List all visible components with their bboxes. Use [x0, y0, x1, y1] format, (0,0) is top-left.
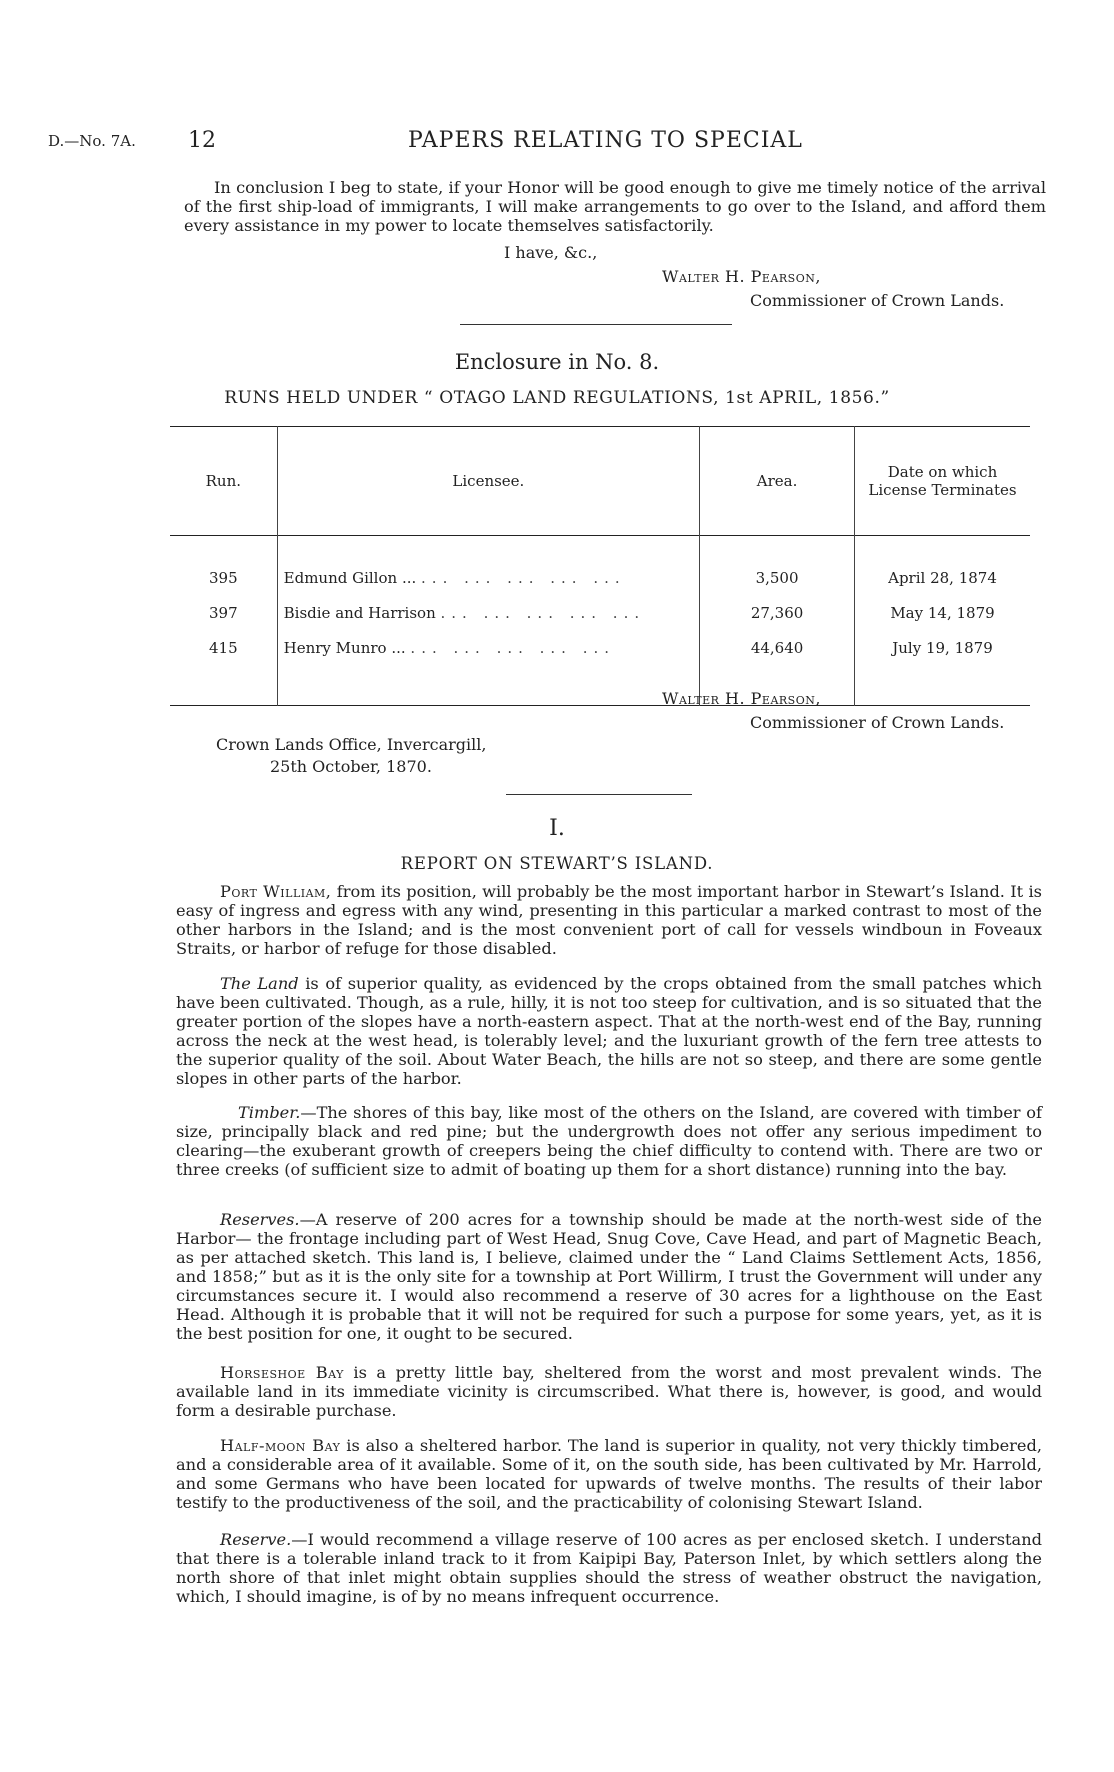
cell-date: July 19, 1879 — [855, 630, 1030, 665]
paragraph-text: from its position, will probably be the most important harbor in Stewart’s Island. It is easy of ingress and egress with any wind, presenting in this particular a marked contrast to most of the other harbors in the Island; and is the most convenient port of call for vessels windboun in Foveaux Straits, or harbor of refuge for those disabled. — [176, 882, 1042, 958]
paragraph-text: —I would recommend a village reserve of 100 acres as per enclosed sketch. I understand that there is a tolerable inland track to it from Kaipipi Bay, Paterson Inlet, by which settlers along the north shore of that inlet might obtain supplies should the stress of weather obstruct the navigation, which, I should imagine, is of by no means infrequent occurrence. — [176, 1530, 1042, 1606]
page-header — [48, 128, 1048, 158]
paragraph-lead: Horseshoe Bay — [220, 1363, 344, 1382]
header-run: Run. — [205, 472, 242, 490]
report-paragraph — [176, 1103, 1042, 1179]
enclosure-signatory: Walter H. Pearson, — [662, 689, 821, 708]
table-spacer-row — [170, 536, 1030, 561]
enclosure-title: Enclosure in No. 8. — [454, 350, 660, 374]
enclosure-signatory-title: Commissioner of Crown Lands. — [750, 713, 1005, 732]
cell-run: 395 — [209, 568, 238, 587]
paragraph-text: is also a sheltered harbor. The land is superior in quality, not very thickly timbered, and a considerable area of it available. Some of it, on the south side, has been cultivated by Mr. Harrold, and some Germans who have been located for upwards of twelve months. The results of their labor testify to the productiveness of the soil, and the practicability of colonising Stewart Island. — [176, 1436, 1042, 1512]
report-paragraph — [176, 1210, 1042, 1343]
section-divider — [506, 794, 692, 795]
cell-area: 44,640 — [700, 630, 855, 665]
cell-area: 3,500 — [700, 560, 855, 595]
report-paragraph — [176, 1363, 1042, 1420]
running-title: PAPERS RELATING TO SPECIAL — [408, 128, 803, 153]
report-paragraph — [176, 1530, 1042, 1606]
runs-table — [170, 426, 1030, 706]
paragraph-lead: Half-moon Bay — [220, 1436, 341, 1455]
leader-dots: ... ... ... ... ... — [440, 603, 646, 622]
cell-licensee — [277, 630, 699, 665]
paragraph-text: —The shores of this bay, like most of the others on the Island, are covered with timber of size, principally black and red pine; but the undergrowth does not offer any serious impediment to clearing—the exuberant growth of creepers being the chief difficulty to contend with. There are two or three creeks (of sufficient size to admit of boating up them for a short distance) running into the bay. — [176, 1103, 1042, 1179]
cell-licensee — [277, 560, 699, 595]
table-row — [170, 560, 1030, 595]
letter-signatory: Walter H. Pearson, — [662, 267, 821, 286]
paragraph-text: —A reserve of 200 acres for a township should be made at the north-west side of the Harbor— the frontage including part of West Head, Snug Cove, Cave Head, and part of Magnetic Beach, as per attached sketch. This land is, I believe, claimed under the “ Land Claims Settlement Acts, 1856, and 1858;” but as it is the only site for a township at Port Willirm, I trust the Government will under any circumstances secure it. I would also recommend a reserve of 30 acres for a lighthouse on the East Head. Although it is probable that it will not be required for such a purpose for some years, yet, as it is the best position for one, it ought to be secured. — [176, 1210, 1042, 1343]
letter-closing: I have, &c., — [504, 243, 598, 262]
cell-licensee — [277, 595, 699, 630]
licensee-name: Bisdie and Harrison — [283, 603, 436, 622]
paragraph-lead: Port William, — [220, 882, 332, 901]
report-paragraph — [176, 974, 1042, 1088]
office-address: Crown Lands Office, Invercargill, — [216, 735, 487, 754]
paragraph-lead: Timber. — [238, 1103, 301, 1122]
licensee-name: Edmund Gillon ... — [283, 568, 417, 587]
report-paragraph — [176, 882, 1042, 958]
paragraph-text: is a pretty little bay, sheltered from the worst and most prevalent winds. The available land in its immediate vicinity is circumscribed. What there is, however, is good, and would form a desirable purchase. — [176, 1363, 1042, 1420]
cell-date: April 28, 1874 — [855, 560, 1030, 595]
licensee-name: Henry Munro ... — [283, 638, 406, 657]
header-area: Area. — [700, 427, 855, 536]
report-title: REPORT ON STEWART’S ISLAND. — [400, 854, 714, 873]
document-reference: D.—No. 7A. — [48, 132, 136, 150]
office-date: 25th October, 1870. — [270, 757, 432, 776]
page-number: 12 — [188, 128, 216, 153]
header-licensee: Licensee. — [277, 427, 699, 536]
paragraph-text: is of superior quality, as evidenced by the crops obtained from the small patches which have been cultivated. Though, as a rule, hilly, it is not too steep for cultivation, and is so situated that the greater portion of the slopes have a north-eastern aspect. That at the north-west end of the Bay, running across the neck at the west head, is tolerably level; and the luxuriant growth of the fern tree attests to the superior quality of the soil. About Water Beach, the hills are not so steep, and there are some gentle slopes in other parts of the harbor. — [176, 974, 1042, 1088]
cell-run: 415 — [209, 638, 238, 657]
table-spacer-row — [170, 665, 1030, 706]
cell-date: May 14, 1879 — [855, 595, 1030, 630]
section-number: I. — [549, 816, 565, 841]
header-date: Date on which License Terminates — [855, 427, 1030, 536]
table-row — [170, 595, 1030, 630]
section-divider — [460, 324, 732, 325]
paragraph-lead: The Land — [220, 974, 299, 993]
leader-dots: ... ... ... ... ... — [410, 638, 616, 657]
report-paragraph — [176, 1436, 1042, 1512]
table-row — [170, 630, 1030, 665]
letter-paragraph: In conclusion I beg to state, if your Honor will be good enough to give me timely notice of the arrival of the first ship-load of immigrants, I will make arrangements to go over to the Island, and afford them every assistance in my power to locate themselves satisfactorily. — [184, 178, 1046, 235]
cell-run: 397 — [209, 603, 238, 622]
letter-signatory-title: Commissioner of Crown Lands. — [750, 291, 1005, 310]
paragraph-lead: Reserve. — [220, 1530, 292, 1549]
cell-area: 27,360 — [700, 595, 855, 630]
table-header-row — [170, 427, 1030, 536]
enclosure-subtitle: RUNS HELD UNDER “ OTAGO LAND REGULATIONS, 1st APRIL, 1856.” — [224, 388, 890, 408]
paragraph-lead: Reserves. — [220, 1210, 300, 1229]
leader-dots: ... ... ... ... ... — [421, 568, 626, 587]
